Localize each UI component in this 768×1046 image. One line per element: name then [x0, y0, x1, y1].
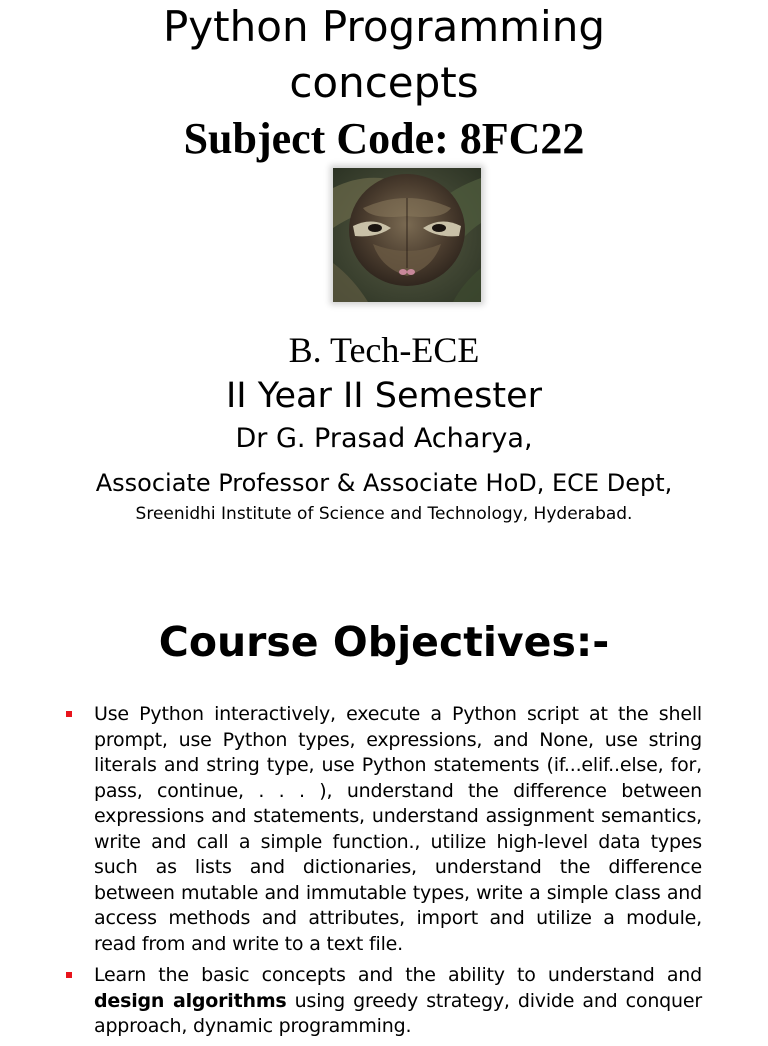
course-objectives-heading: Course Objectives:- [158, 618, 610, 666]
list-item [62, 963, 702, 1040]
author-role: Associate Professor & Associate HoD, ECE Dept, [95, 469, 673, 497]
python-snake-photo [333, 168, 481, 302]
objectives-slide [0, 560, 768, 1037]
objective-text-1: Use Python interactively, execute a Python script at the shell prompt, use Python types, expressions, and None, use string literals and string type, use Python statements (if...elif..else, for, pass, continue, . . . ), understand the difference between expressions and statements, understand assignment semantics, write and call a simple function., utilize high-level data types such as lists and dictionaries, understand the difference between mutable and immutable types, write a simple class and access methods and attributes, import and utilize a module, read from and write to a text file. [94, 703, 702, 955]
objective-text-2-part2: using greedy strategy, divide and conquer approach, dynamic programming. [94, 989, 702, 1037]
objective-text-2-part1: Learn the basic concepts and the ability to understand and [94, 964, 702, 986]
list-item [62, 702, 702, 957]
objectives-list [62, 702, 702, 1046]
square-bullet-icon [66, 711, 72, 717]
square-bullet-icon [66, 972, 72, 978]
program-name: B. Tech-ECE [288, 330, 480, 370]
objective-text-2-bold: design algorithms [94, 989, 287, 1012]
author-name: Dr G. Prasad Acharya, [235, 423, 533, 454]
subject-code: Subject Code: 8FC22 [183, 114, 585, 163]
year-semester: II Year II Semester [225, 376, 543, 416]
title-line-1: Python Programming [162, 2, 605, 51]
title-line-2: concepts [289, 58, 479, 107]
snake-head-icon [333, 168, 481, 302]
institution-name: Sreenidhi Institute of Science and Technology, Hyderabad. [135, 504, 633, 524]
objective-text-2 [94, 963, 702, 1040]
